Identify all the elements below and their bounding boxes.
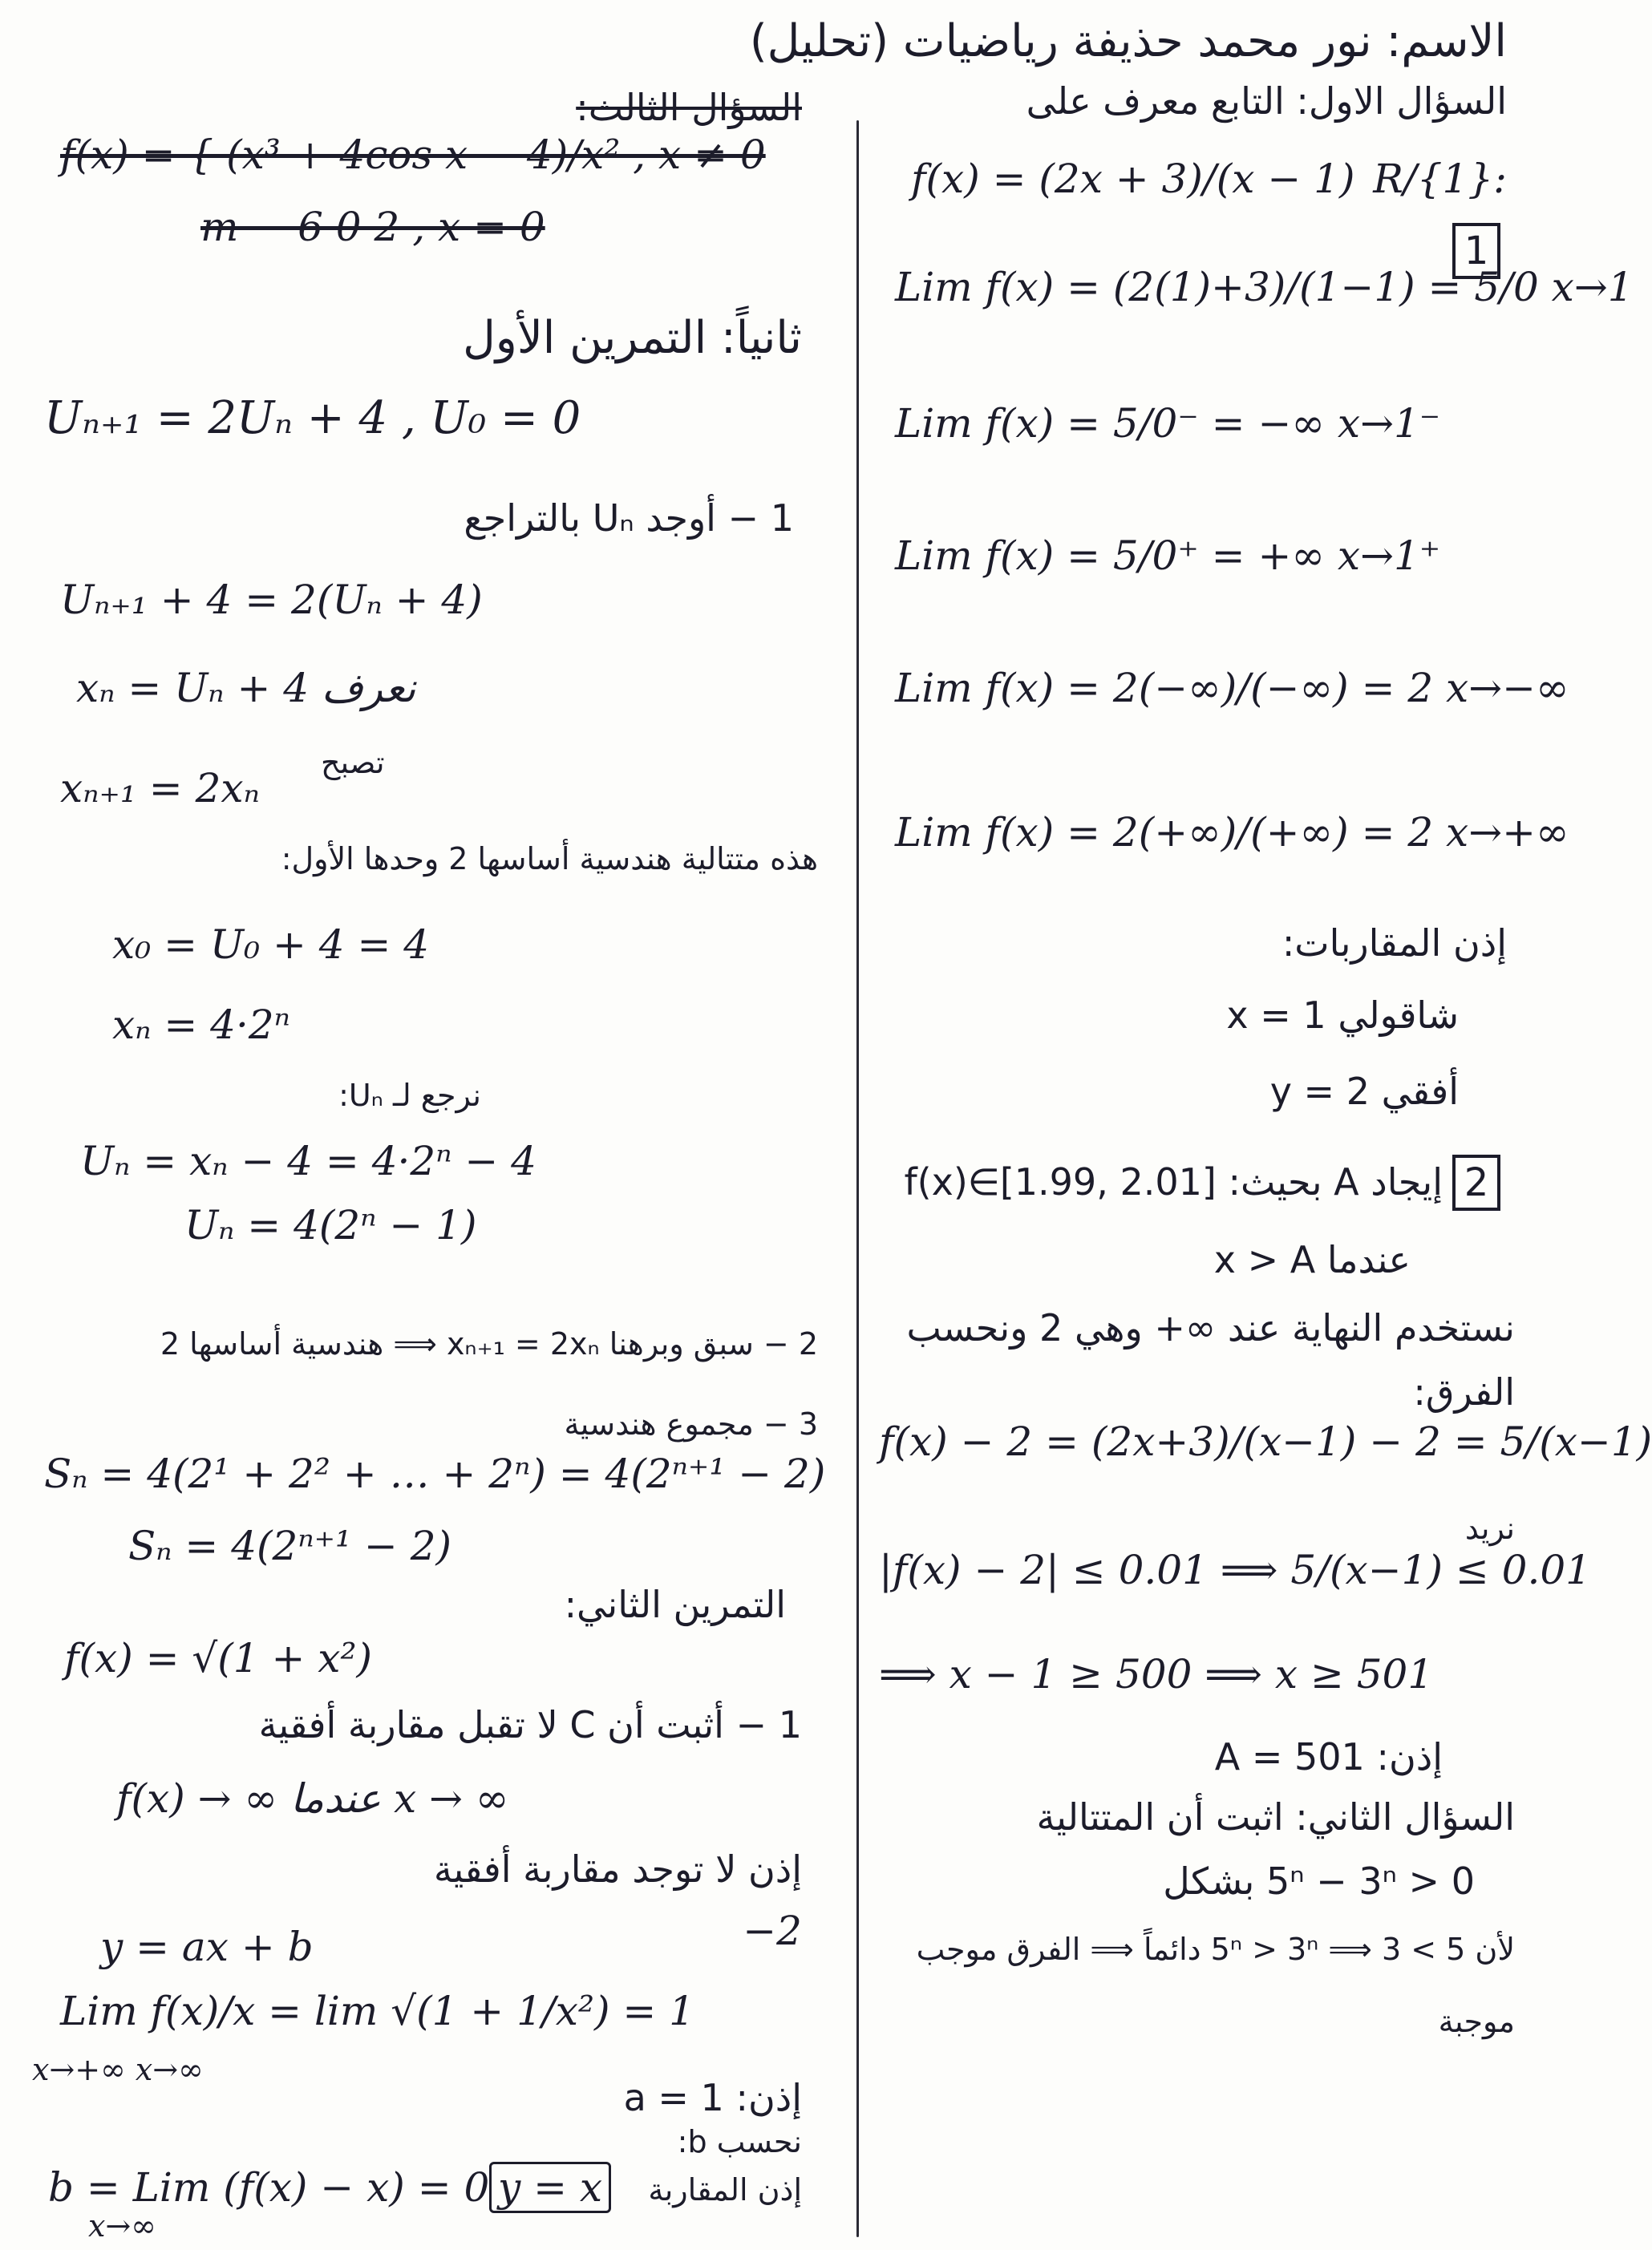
- exercise2-part2-line6: b = Lim (f(x) − x) = 0: [48, 2164, 490, 2211]
- q2-difference: f(x) − 2 = (2x+3)/(x−1) − 2 = 5/(x−1): [879, 1418, 1652, 1465]
- limit-at-plus-infinity: Lim f(x) = 2(+∞)/(+∞) = 2 x→+∞: [895, 809, 1569, 856]
- q1-domain: R/{1}:: [1373, 156, 1507, 202]
- right-column: [863, 0, 1652, 2250]
- exercise2-part2-line7: x→∞: [88, 2208, 156, 2244]
- part3-line2: Sₙ = 4(2ⁿ⁺¹ − 2): [128, 1523, 452, 1569]
- part1-line8: نرجع لـ Uₙ:: [338, 1078, 481, 1113]
- sequence-definition: Uₙ₊₁ = 2Uₙ + 4 , U₀ = 0: [44, 392, 581, 444]
- part2-line: 2 − سبق وبرهنا xₙ₊₁ = 2xₙ ⟹ هندسية أساسها 2: [160, 1326, 818, 1362]
- column-divider: [856, 120, 859, 2237]
- exercise2-part2-line4: إذن: a = 1: [623, 2076, 802, 2119]
- exercise2-function: f(x) = √(1 + x²): [64, 1635, 373, 1681]
- limit-at-1: Lim f(x) = (2(1)+3)/(1−1) = 5/0 x→1: [895, 264, 1634, 310]
- exercise2-part2-line8: إذن المقاربة: [648, 2172, 802, 2208]
- q3-title: السؤال الثاني: اثبت أن المتتالية: [1036, 1795, 1515, 1839]
- part1-line5: هذه متتالية هندسية أساسها 2 وحدها الأول:: [281, 841, 818, 876]
- second-section-title: ثانياً: التمرين الأول: [463, 312, 802, 364]
- vertical-asymptote: شاقولي x = 1: [1226, 993, 1459, 1037]
- q2-result: إذن: A = 501: [1214, 1735, 1443, 1779]
- q2-inequality-solution: ⟹ x − 1 ≥ 500 ⟹ x ≥ 501: [879, 1651, 1434, 1698]
- limit-at-1-minus: Lim f(x) = 5/0⁻ = −∞ x→1⁻: [895, 400, 1441, 447]
- q1-title: السؤال الاول: التابع معرف على: [1026, 79, 1507, 123]
- q3-reason: لأن 5 > 3 ⟹ 5ⁿ > 3ⁿ دائماً ⟹ الفرق موجب: [916, 1932, 1515, 1967]
- q2-want: نريد: [1464, 1511, 1515, 1546]
- q3-header-struck: السؤال الثالث:: [576, 86, 802, 129]
- limit-at-1-plus: Lim f(x) = 5/0⁺ = +∞ x→1⁺: [895, 532, 1441, 579]
- exercise2-part2-line2: Lim f(x)/x = lim √(1 + 1/x²) = 1: [60, 1988, 694, 2034]
- q2-condition: عندما x > A: [1213, 1238, 1411, 1281]
- exercise2-part2-line3: x→+∞ x→∞: [32, 2052, 204, 2087]
- q3-conclusion: موجبة: [1438, 2004, 1515, 2039]
- q2-inequality: |f(x) − 2| ≤ 0.01 ⟹ 5/(x−1) ≤ 0.01: [879, 1547, 1591, 1593]
- exercise2-asymptote-box: [489, 2165, 611, 2212]
- part1-line4: xₙ₊₁ = 2xₙ: [60, 765, 260, 811]
- exercise2-part1-line1: f(x) → ∞ عندما x → ∞: [116, 1775, 509, 1822]
- exercise2-part2-line5: نحسب b:: [677, 2124, 802, 2159]
- part1-line9: Uₙ = xₙ − 4 = 4·2ⁿ − 4: [80, 1138, 536, 1184]
- asymptote-equation: y = x: [489, 2162, 611, 2213]
- horizontal-asymptote: أفقي y = 2: [1269, 1070, 1459, 1113]
- q2-number-box: 2: [1452, 1155, 1500, 1211]
- part3-line1: Sₙ = 4(2¹ + 2² + … + 2ⁿ) = 4(2ⁿ⁺¹ − 2): [44, 1451, 826, 1497]
- piecewise-line-1: f(x) = { (x³ + 4cos x − 4)/x² , x ≠ 0: [60, 132, 766, 178]
- part1-line3: تصبح: [321, 745, 385, 780]
- page-header-title: الاسم: نور محمد حذيفة رياضيات (تحليل): [749, 15, 1507, 67]
- part1-line10: Uₙ = 4(2ⁿ − 1): [184, 1202, 477, 1248]
- part1-line1: Uₙ₊₁ + 4 = 2(Uₙ + 4): [60, 577, 483, 623]
- asymptotes-title: إذن المقاربات:: [1282, 921, 1507, 965]
- part1-line7: xₙ = 4·2ⁿ: [112, 1002, 290, 1048]
- exercise2-part1-title: 1 − أثبت أن C لا تقبل مقاربة أفقية: [258, 1703, 802, 1746]
- exercise2-title: التمرين الثاني:: [564, 1583, 786, 1626]
- q1-number-box: 1: [1452, 223, 1500, 279]
- limit-at-minus-infinity: Lim f(x) = 2(−∞)/(−∞) = 2 x→−∞: [895, 665, 1569, 711]
- exercise2-part1-line2: إذن لا توجد مقاربة أفقية: [433, 1847, 802, 1891]
- q1-function-def: f(x) = (2x + 3)/(x − 1): [911, 156, 1355, 202]
- part3-title: 3 − مجموع هندسية: [564, 1406, 818, 1442]
- q2-diff-label: الفرق:: [1413, 1370, 1515, 1414]
- q2-method: نستخدم النهاية عند ∞+ وهي 2 ونحسب: [906, 1306, 1515, 1350]
- exercise2-part2-line1: y = ax + b: [100, 1924, 314, 1970]
- exercise2-part2-number: −2: [743, 1908, 802, 1954]
- q2-title: إيجاد A بحيث: f(x)∈[1.99, 2.01]: [904, 1160, 1443, 1204]
- piecewise-line-2: m − 6 0 2 , x = 0: [200, 204, 545, 250]
- part1-line6: x₀ = U₀ + 4 = 4: [112, 921, 430, 968]
- q3-statement: 0 < 5ⁿ − 3ⁿ بشكل: [1163, 1859, 1475, 1903]
- part1-title: 1 − أوجد Uₙ بالتراجع: [464, 496, 794, 540]
- part1-line2: xₙ = Uₙ + 4 نعرف: [76, 665, 416, 711]
